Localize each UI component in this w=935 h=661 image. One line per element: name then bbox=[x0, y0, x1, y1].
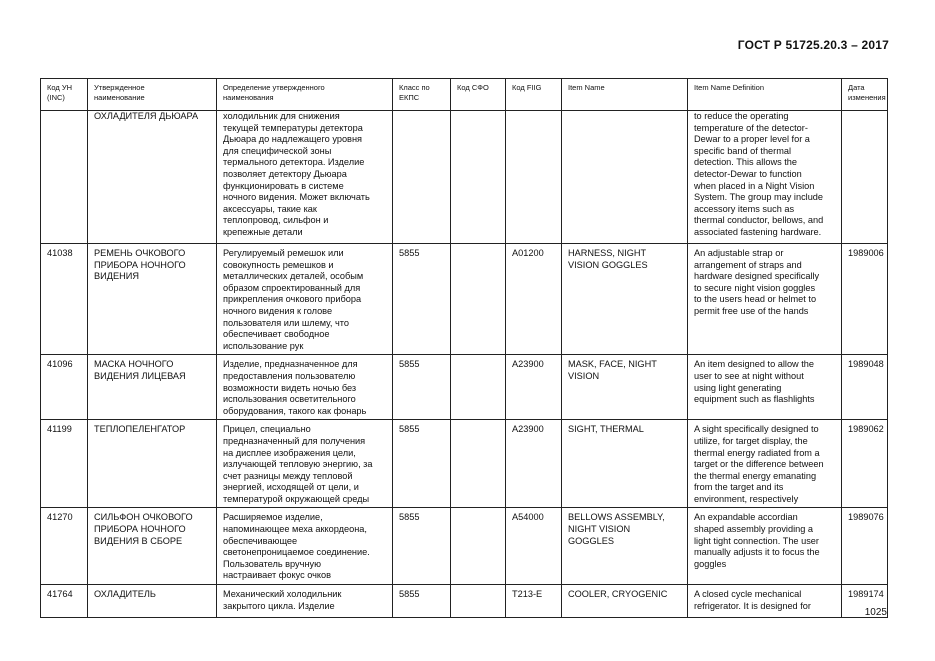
definition-cell: Изделие, предназначенное для предоставления пользователю возможности видеть ночью без использования осветительного оборудования, такого как фонарь bbox=[217, 355, 393, 420]
definition-cell: Механический холодильник закрытого цикла. Изделие bbox=[217, 585, 393, 618]
table-row bbox=[41, 420, 888, 508]
page-number: 1025 bbox=[864, 607, 887, 618]
sfo-code-cell bbox=[451, 355, 506, 420]
item-name-cell: BELLOWS ASSEMBLY, NIGHT VISION GOGGLES bbox=[562, 508, 688, 585]
inc-cell: 41764 bbox=[41, 585, 88, 618]
definition-cell: холодильник для снижения текущей температуры детектора Дьюара до надлежащего уровня для специфической зоны термального детектора. Изделие позволяет детектору Дьюара функционировать в системе ночного видения. Может включать аксессуары, такие как теплопровод, сильфон и крепежные детали bbox=[217, 111, 393, 244]
fiig-code-cell: A01200 bbox=[506, 244, 562, 355]
definition-cell: Регулируемый ремешок или совокупность ремешков и металлических деталей, особым образом спроектированный для прикрепления очкового прибора ночного видения к голове пользователя или шлему, что обеспечивает свободное использование рук bbox=[217, 244, 393, 355]
change-date-cell: 1989076 bbox=[842, 508, 888, 585]
column-header-inc: Код УН (INC) bbox=[41, 79, 88, 111]
ekps-class-cell bbox=[393, 111, 451, 244]
approved-name-cell: СИЛЬФОН ОЧКОВОГО ПРИБОРА НОЧНОГО ВИДЕНИЯ В СБОРЕ bbox=[88, 508, 217, 585]
approved-name-cell: РЕМЕНЬ ОЧКОВОГО ПРИБОРА НОЧНОГО ВИДЕНИЯ bbox=[88, 244, 217, 355]
fiig-code-cell bbox=[506, 111, 562, 244]
fiig-code-cell: A54000 bbox=[506, 508, 562, 585]
sfo-code-cell bbox=[451, 111, 506, 244]
ekps-class-cell: 5855 bbox=[393, 420, 451, 508]
sfo-code-cell bbox=[451, 508, 506, 585]
table-header-row bbox=[41, 79, 888, 111]
item-definition-cell: An adjustable strap or arrangement of straps and hardware designed specifically to secure night vision goggles to the users head or helmet to permit free use of the hands bbox=[688, 244, 842, 355]
fiig-code-cell: T213-E bbox=[506, 585, 562, 618]
change-date-cell bbox=[842, 111, 888, 244]
column-header-item-name: Item Name bbox=[562, 79, 688, 111]
item-name-cell bbox=[562, 111, 688, 244]
item-definition-cell: An item designed to allow the user to see at night without using light generating equipment such as flashlights bbox=[688, 355, 842, 420]
column-header-ekps-class: Класс по ЕКПС bbox=[393, 79, 451, 111]
change-date-cell: 1989062 bbox=[842, 420, 888, 508]
item-definition-cell: An expandable accordian shaped assembly providing a light tight connection. The user manually adjusts it to focus the goggles bbox=[688, 508, 842, 585]
table-row bbox=[41, 244, 888, 355]
definition-cell: Прицел, специально предназначенный для получения на дисплее изображения цели, излучающей тепловую энергию, за счет разницы между тепловой энергией, исходящей от цели, и температурой окружающей среды bbox=[217, 420, 393, 508]
approved-name-cell: ТЕПЛОПЕЛЕНГАТОР bbox=[88, 420, 217, 508]
inc-cell: 41270 bbox=[41, 508, 88, 585]
item-definition-cell: to reduce the operating temperature of the detector- Dewar to a proper level for a specific band of thermal detection. This allows the detector-Dewar to function when placed in a Night Vision System. The group may include accessory items such as thermal conductor, bellows, and associated fastening hardware. bbox=[688, 111, 842, 244]
item-definition-cell: A sight specifically designed to utilize, for target display, the thermal energy radiated from a target or the difference between the thermal energy emanating from the target and its environment, respectively bbox=[688, 420, 842, 508]
item-name-cell: COOLER, CRYOGENIC bbox=[562, 585, 688, 618]
nomenclature-table bbox=[40, 78, 888, 618]
item-name-cell: MASK, FACE, NIGHT VISION bbox=[562, 355, 688, 420]
ekps-class-cell: 5855 bbox=[393, 585, 451, 618]
inc-cell bbox=[41, 111, 88, 244]
inc-cell: 41199 bbox=[41, 420, 88, 508]
document-title: ГОСТ Р 51725.20.3 – 2017 bbox=[737, 38, 889, 52]
table-row bbox=[41, 355, 888, 420]
column-header-definition: Определение утвержденного наименования bbox=[217, 79, 393, 111]
item-name-cell: HARNESS, NIGHT VISION GOGGLES bbox=[562, 244, 688, 355]
change-date-cell: 1989174 bbox=[842, 585, 888, 618]
approved-name-cell: ОХЛАДИТЕЛЬ bbox=[88, 585, 217, 618]
change-date-cell: 1989006 bbox=[842, 244, 888, 355]
ekps-class-cell: 5855 bbox=[393, 355, 451, 420]
change-date-cell: 1989048 bbox=[842, 355, 888, 420]
ekps-class-cell: 5855 bbox=[393, 508, 451, 585]
table-row bbox=[41, 111, 888, 244]
definition-cell: Расширяемое изделие, напоминающее меха аккордеона, обеспечивающее светонепроницаемое соединение. Пользователь вручную настраивает фокус очков bbox=[217, 508, 393, 585]
approved-name-cell: ОХЛАДИТЕЛЯ ДЬЮАРА bbox=[88, 111, 217, 244]
column-header-approved-name: Утвержденное наименование bbox=[88, 79, 217, 111]
sfo-code-cell bbox=[451, 585, 506, 618]
ekps-class-cell: 5855 bbox=[393, 244, 451, 355]
column-header-item-definition: Item Name Definition bbox=[688, 79, 842, 111]
fiig-code-cell: A23900 bbox=[506, 420, 562, 508]
item-definition-cell: A closed cycle mechanical refrigerator. It is designed for bbox=[688, 585, 842, 618]
column-header-sfo-code: Код СФО bbox=[451, 79, 506, 111]
sfo-code-cell bbox=[451, 420, 506, 508]
approved-name-cell: МАСКА НОЧНОГО ВИДЕНИЯ ЛИЦЕВАЯ bbox=[88, 355, 217, 420]
table-row bbox=[41, 508, 888, 585]
item-name-cell: SIGHT, THERMAL bbox=[562, 420, 688, 508]
column-header-fiig-code: Код FIIG bbox=[506, 79, 562, 111]
table-row bbox=[41, 585, 888, 618]
inc-cell: 41038 bbox=[41, 244, 88, 355]
sfo-code-cell bbox=[451, 244, 506, 355]
inc-cell: 41096 bbox=[41, 355, 88, 420]
column-header-change-date: Дата изменения bbox=[842, 79, 888, 111]
fiig-code-cell: A23900 bbox=[506, 355, 562, 420]
